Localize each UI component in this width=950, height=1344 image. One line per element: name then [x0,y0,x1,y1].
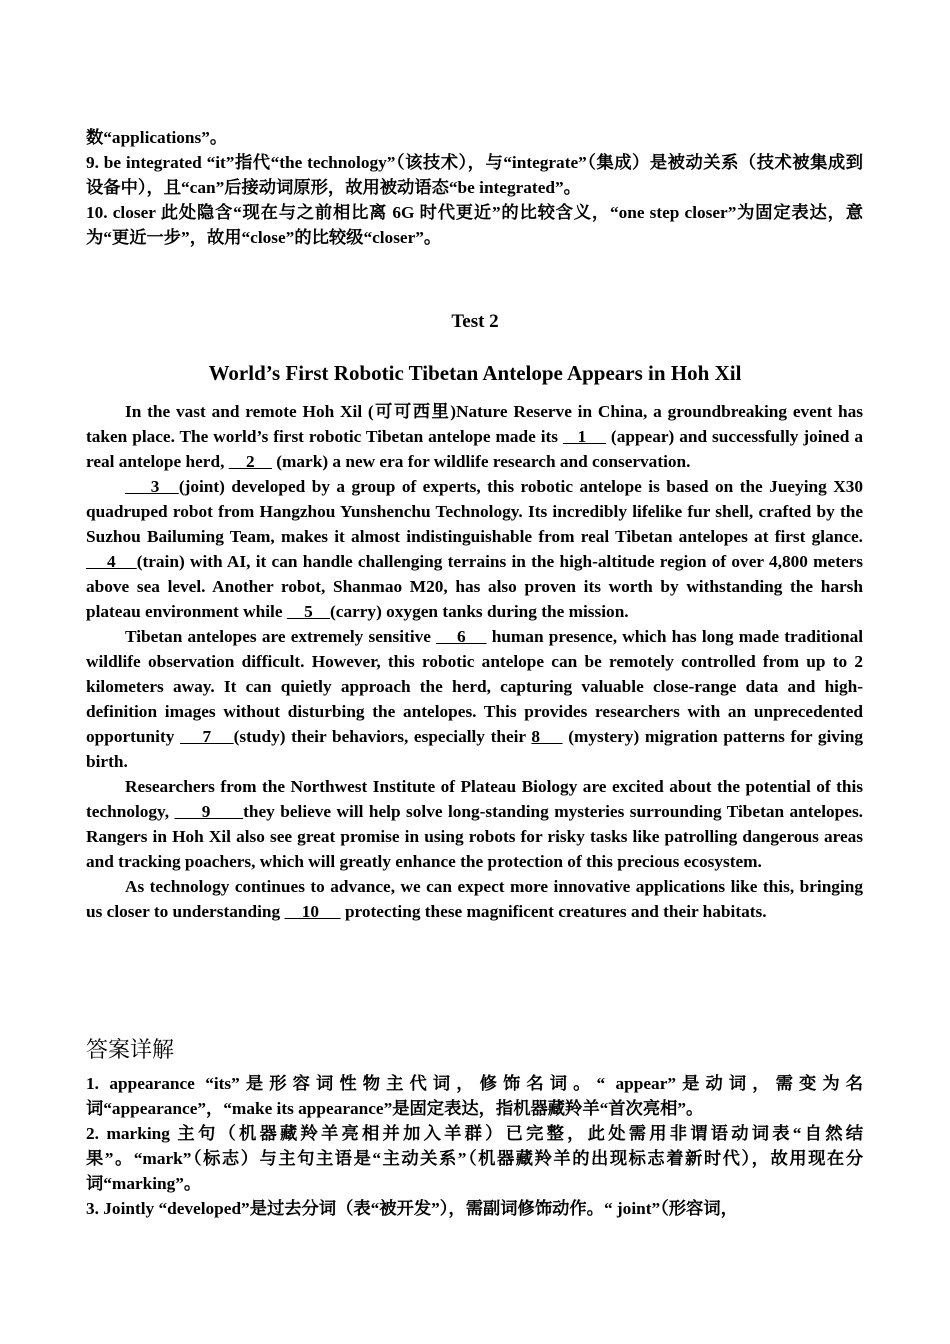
answer-item: 1. appearance “its”是形容词性物主代词，修饰名词。“ appear”是动词，需变为名词“appearance”，“make its appearance”是固定表达，指机器藏羚羊“首次亮相”。 [86,1074,863,1118]
answer-item: 9. be integrated “it”指代“the technology”（该技术），与“integrate”（集成）是被动关系（技术被集成到设备中），且“can”后接动词原形，故用被动语态“be integrated”。 [86,153,863,197]
test-title: Test 2 [451,311,499,332]
answer-item: 3. Jointly “developed”是过去分词（表“被开发”），需副词修饰动作。“ joint”（形容词， [86,1199,738,1218]
blank-field: 4 [86,552,137,571]
answer-item: 2. marking 主句（机器藏羚羊亮相并加入羊群）已完整，此处需用非谓语动词表“自然结果”。“mark”（标志）与主句主语是“主动关系”（机器藏羚羊的出现标志着新时代），故用现在分词“marking”。 [86,1124,863,1193]
paragraph-text: (joint) developed by a group of experts, this robotic antelope is based on the Jueying X30 quadruped robot from Hangzhou Yunshenchu Technology. Its incredibly lifelike fur shell, crafted by the Suzhou Bailuming Team, makes it almost indistinguishable from real Tibetan antelopes at first glance. [86,477,864,546]
paragraph-text: Tibetan antelopes are extremely sensitive [125,627,437,646]
answer-explanations [86,1071,863,1221]
paragraph-text: (mystery) migration patterns for giving birth. [86,727,863,771]
blank-field: 10 [284,902,341,921]
blank-field: 2 [228,452,272,471]
passage-paragraph [86,774,863,874]
paragraph-text: (mark) a new era for wildlife research and conservation. [271,452,691,471]
passage-headline: World’s First Robotic Tibetan Antelope Appears in Hoh Xil [208,361,742,385]
blank-field: 1 [562,427,607,446]
paragraph-text: human presence, which has long made traditional wildlife observation difficult. However, this robotic antelope can be remotely controlled from up to 2 kilometers away. It can quietly approach the herd, capturing valuable close-range data and high-definition images without disturbing the antelopes. This provides researchers with an unprecedented opportunity [86,627,864,746]
paragraph-text: protecting these magnificent creatures and their habitats. [340,902,767,921]
passage-paragraph [86,874,863,924]
blank-field: 5 [286,602,331,621]
answers-heading: 答案详解 [86,1038,175,1063]
paragraph-text: (carry) oxygen tanks during the mission. [330,602,629,621]
paragraph-text: As technology continues to advance, we can expect more innovative applications like this, bringing us closer to understanding [86,877,863,921]
blank-field: 6 [436,627,487,646]
paragraph-text: Researchers from the Northwest Institute of Plateau Biology are excited about the potential of this technology, [86,777,863,821]
paragraph-text: In the vast and remote Hoh Xil (可可西里)Nature Reserve in China, a groundbreaking event has taken place. The world’s first robotic Tibetan antelope made its [86,402,863,446]
answer-item: 10. closer 此处隐含“现在与之前相比离 6G 时代更近”的比较含义，“one step closer”为固定表达，意为“更近一步”，故用“close”的比较级“closer”。 [86,203,863,247]
blank-field: 3 [125,477,179,496]
passage-paragraph [86,399,863,474]
paragraph-text: (train) with AI, it can handle challenging terrains in the high-altitude region of over 4,800 meters above sea level. Another robot, Shanmao M20, has also proven its worth by withstanding the harsh plateau environment while [86,552,864,621]
previous-answers [86,125,863,250]
blank-field: 8 [531,727,563,746]
paragraph-text: they believe will help solve long-standing mysteries surrounding Tibetan antelopes. Rangers in Hoh Xil also see great promise in using robots for risky tasks like patrolling dangerous areas and tracking poachers, which will greatly enhance the protection of this precious ecosystem. [86,802,863,871]
blank-field: 7 [179,727,234,746]
answer-item: 数“applications”。 [86,128,228,147]
passage-paragraph [86,474,863,624]
blank-field: 9 [174,802,244,821]
passage-paragraph [86,624,863,774]
paragraph-text: (study) their behaviors, especially their [233,727,532,746]
passage [86,399,863,924]
paragraph-text: (appear) and successfully joined a real antelope herd, [86,427,863,471]
